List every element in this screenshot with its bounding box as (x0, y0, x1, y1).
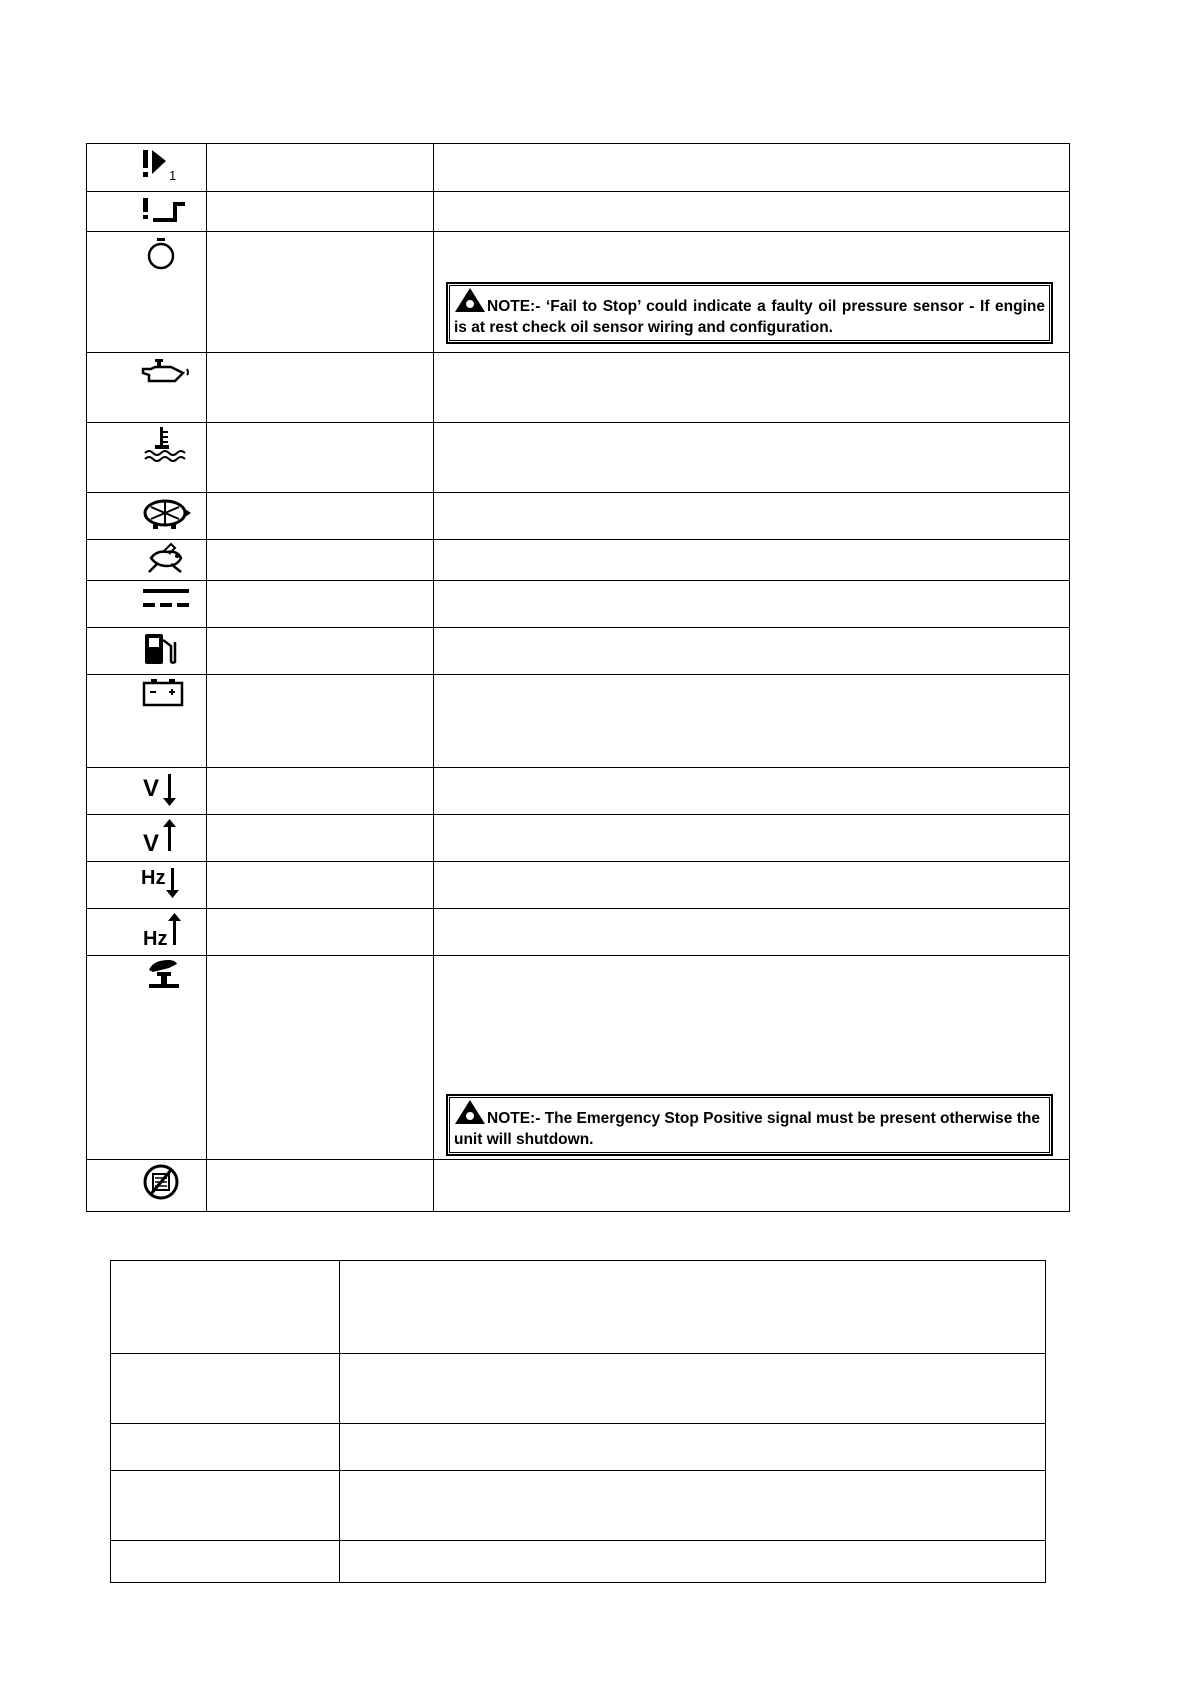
table-row (111, 1424, 1046, 1471)
alarm-description (434, 540, 1070, 581)
alarm-name (207, 540, 434, 581)
over-voltage-icon (141, 817, 185, 857)
note-prefix: NOTE:- (487, 298, 546, 315)
fail-to-stop-note (446, 282, 1053, 344)
low-fuel-level-icon (141, 630, 185, 670)
emergency-stop-note (446, 1094, 1053, 1156)
table-row (87, 768, 1070, 815)
alarm-name (207, 232, 434, 353)
table-row (87, 862, 1070, 909)
table-row (111, 1541, 1046, 1583)
alarm-name (207, 144, 434, 192)
svg-text:V: V (143, 830, 160, 857)
table-row (87, 144, 1070, 192)
table-row (87, 581, 1070, 628)
warning-icon (454, 1099, 486, 1125)
sensor-fault-icon (141, 1162, 185, 1202)
table-row (87, 909, 1070, 956)
status-table (110, 1260, 1046, 1583)
alarm-name (207, 493, 434, 540)
table-row (87, 192, 1070, 232)
alarm-name (207, 1160, 434, 1212)
alarm-description (434, 909, 1070, 956)
auxiliary-input-1-icon (141, 146, 185, 186)
note-text: ‘Fail to Stop’ could indicate a faulty oil pressure sensor - If engine is at rest check oil sensor wiring and configuration. (454, 298, 1045, 336)
battery-voltage-icon (141, 677, 185, 713)
alarm-name (207, 768, 434, 815)
fail-to-start-icon (141, 194, 191, 230)
table-row (87, 423, 1070, 493)
alarm-description (434, 628, 1070, 675)
table-row (111, 1471, 1046, 1541)
svg-text:Hz: Hz (141, 867, 166, 889)
table-row (87, 493, 1070, 540)
table-row (111, 1354, 1046, 1424)
note-text: The Emergency Stop Positive signal must be present otherwise the unit will shutdown. (454, 1110, 1040, 1148)
table-row (87, 628, 1070, 675)
alarm-name (207, 628, 434, 675)
alarm-name (207, 862, 434, 909)
alarm-description (434, 353, 1070, 423)
low-oil-pressure-icon (141, 355, 193, 391)
alarm-description (434, 768, 1070, 815)
alarm-name (207, 192, 434, 232)
svg-text:V: V (143, 775, 160, 802)
under-frequency-icon (141, 864, 187, 904)
status-text (340, 1424, 1046, 1471)
status-text (340, 1261, 1046, 1354)
alarm-description (434, 232, 1069, 282)
under-voltage-icon (141, 770, 185, 810)
table-row (87, 353, 1070, 423)
table-row (87, 1160, 1070, 1212)
alarm-name (207, 581, 434, 628)
table-row (111, 1261, 1046, 1354)
status-text (340, 1354, 1046, 1424)
alarm-table (86, 143, 1070, 1212)
status-label (111, 1424, 340, 1471)
alarm-description (434, 144, 1070, 192)
alarm-description (434, 493, 1070, 540)
status-text (340, 1541, 1046, 1583)
fail-to-stop-icon (141, 234, 185, 274)
status-label (111, 1354, 340, 1424)
overspeed-icon (141, 542, 191, 578)
charge-failure-icon (141, 583, 191, 619)
alarm-description (434, 956, 1069, 1094)
alarm-name (207, 909, 434, 956)
status-label (111, 1261, 340, 1354)
alarm-name (207, 956, 434, 1160)
alarm-name (207, 675, 434, 768)
status-label (111, 1471, 340, 1541)
alarm-name (207, 423, 434, 493)
alarm-description (434, 423, 1070, 493)
alarm-name (207, 815, 434, 862)
high-coolant-temperature-icon (141, 425, 191, 465)
status-label (111, 1541, 340, 1583)
table-row (87, 815, 1070, 862)
alarm-description (434, 192, 1070, 232)
table-row (87, 956, 1070, 1160)
svg-text:Hz: Hz (143, 928, 168, 950)
note-prefix: NOTE:- (487, 1110, 545, 1127)
over-frequency-icon (141, 911, 187, 951)
emergency-stop-icon (141, 958, 185, 994)
alarm-description (434, 815, 1070, 862)
table-row (87, 232, 1070, 353)
alarm-description (434, 675, 1070, 768)
table-row (87, 675, 1070, 768)
alarm-description (434, 1160, 1070, 1212)
alarm-description (434, 862, 1070, 909)
table-row (87, 540, 1070, 581)
status-text (340, 1471, 1046, 1541)
alarm-name (207, 353, 434, 423)
warning-icon (454, 287, 486, 313)
underspeed-icon (141, 495, 193, 535)
svg-text:1: 1 (169, 168, 177, 183)
alarm-description (434, 581, 1070, 628)
